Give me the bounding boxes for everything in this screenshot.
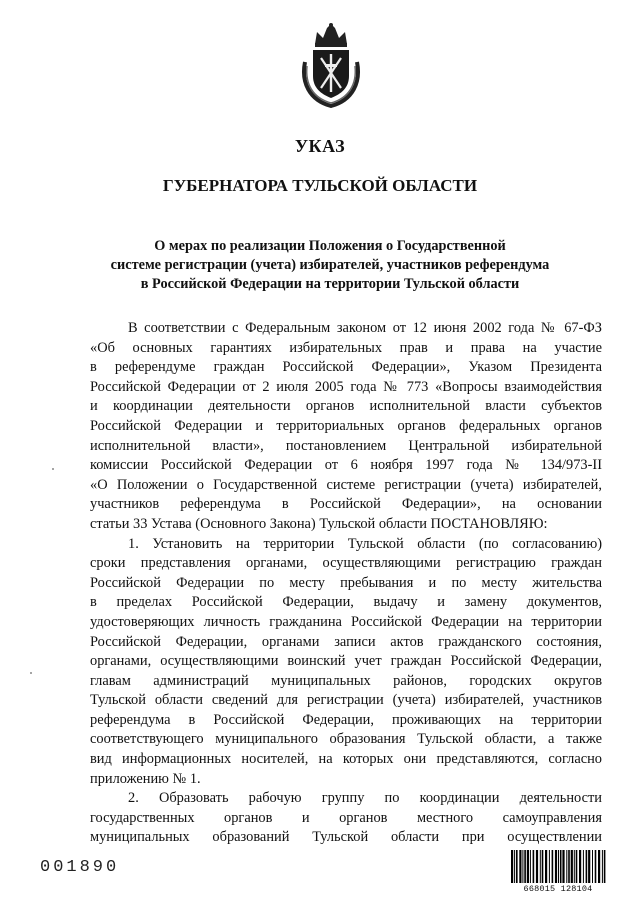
body-line: Российской Федерации по месту пребывания и по месту жительства bbox=[90, 574, 602, 591]
barcode-bar bbox=[586, 850, 588, 883]
body-line: комиссии Российской Федерации от 6 ноября 1997 года № 134/973-II bbox=[90, 457, 602, 474]
body-line: соответствующего муниципального образования Тульской области, а также bbox=[90, 731, 602, 748]
body-line: 2. Образовать рабочую группу по координации деятельности bbox=[128, 790, 602, 807]
barcode-bar bbox=[524, 850, 526, 883]
body-line: статьи 33 Устава (Основного Закона) Тульской области ПОСТАНОВЛЯЮ: bbox=[90, 515, 548, 532]
document-type-title: УКАЗ bbox=[294, 136, 346, 156]
subject-line: О мерах по реализации Положения о Государственной bbox=[154, 238, 506, 254]
barcode-bar bbox=[540, 850, 541, 883]
body-line: приложению № 1. bbox=[90, 770, 201, 787]
issuer-title: ГУБЕРНАТОРА ТУЛЬСКОЙ ОБЛАСТИ bbox=[162, 176, 478, 195]
body-line: участников референдума в Российской Федерации», на основании bbox=[90, 496, 602, 513]
subject-line: системе регистрации (учета) избирателей, участников референдума bbox=[110, 257, 550, 273]
barcode-bar bbox=[598, 850, 600, 883]
barcode-bar bbox=[583, 850, 584, 883]
barcode-bar bbox=[549, 850, 550, 883]
body-line: В соответствии с Федеральным законом от 12 июня 2002 года № 67-ФЗ bbox=[128, 320, 602, 336]
barcode-bar bbox=[574, 850, 575, 883]
barcode-bar bbox=[555, 850, 557, 883]
barcode-bar bbox=[595, 850, 597, 883]
body-line: органами, осуществляющими воинский учет граждан Российской Федерации, bbox=[90, 653, 602, 670]
barcode-bar bbox=[588, 850, 590, 883]
scan-speck bbox=[52, 468, 54, 470]
decree-body bbox=[90, 319, 602, 848]
body-line: исполнительной власти», постановлением Центральной избирательной bbox=[90, 437, 602, 454]
body-line: главам администраций муниципальных районов, городских округов bbox=[90, 672, 602, 689]
barcode-bar bbox=[604, 850, 606, 883]
scan-speck bbox=[30, 672, 32, 674]
body-line: Тульской области сведений для регистрации (учета) избирателей, участников bbox=[90, 692, 602, 709]
barcode-bar bbox=[519, 850, 521, 883]
barcode-bar bbox=[527, 850, 529, 883]
body-line: референдума в Российской Федерации, проживающих на территории bbox=[90, 711, 602, 728]
barcode-bar bbox=[552, 850, 554, 883]
barcode-bar bbox=[602, 850, 603, 883]
barcode-bar bbox=[536, 850, 538, 883]
body-line: вид информационных носителей, на которых они представляются, согласно bbox=[90, 751, 602, 768]
tula-coat-of-arms-icon bbox=[297, 22, 365, 108]
barcode-bar bbox=[511, 850, 513, 883]
decree-subject bbox=[60, 237, 600, 294]
body-line: 1. Установить на территории Тульской области (по согласованию) bbox=[128, 535, 602, 552]
barcode-bar bbox=[592, 850, 593, 883]
barcode-bar bbox=[542, 850, 544, 883]
body-line: муниципальных образований Тульской области при осуществлении bbox=[90, 829, 602, 846]
barcode-bar bbox=[545, 850, 547, 883]
barcode-icon bbox=[510, 850, 606, 884]
body-line: Российской Федерации, органами записи актов гражданского состояния, bbox=[90, 633, 602, 650]
body-line: Российской Федерации и территориальных органов федеральных органов bbox=[90, 417, 602, 434]
body-line: в пределах Российской Федерации, выдачу и замену документов, bbox=[90, 594, 602, 611]
barcode-bar bbox=[562, 850, 564, 883]
body-line: сроки представления органами, осуществляющими регистрацию граждан bbox=[90, 555, 602, 572]
barcode-bar bbox=[560, 850, 562, 883]
barcode bbox=[510, 850, 606, 896]
body-line: «О Положении о Государственной системе регистрации (учета) избирателей, bbox=[90, 476, 602, 493]
barcode-bar bbox=[533, 850, 535, 883]
barcode-bar bbox=[558, 850, 559, 883]
barcode-number: 668015 128104 bbox=[523, 884, 593, 894]
barcode-bar bbox=[522, 850, 523, 883]
body-line: и координации деятельности органов исполнительной власти субъектов bbox=[90, 398, 602, 415]
barcode-bar bbox=[516, 850, 518, 883]
barcode-bar bbox=[579, 850, 581, 883]
serial-number: 001890 bbox=[40, 858, 120, 877]
barcode-bar bbox=[568, 850, 570, 883]
subject-line: в Российской Федерации на территории Тульской области bbox=[140, 276, 520, 292]
barcode-bar bbox=[530, 850, 531, 883]
body-line: государственных органов и органов местного самоуправления bbox=[90, 809, 602, 826]
barcode-bar bbox=[571, 850, 573, 883]
body-line: «Об основных гарантиях избирательных прав и права на участие bbox=[90, 339, 602, 356]
barcode-bar bbox=[576, 850, 578, 883]
body-line: Российской Федерации от 2 июля 2005 года № 773 «Вопросы взаимодействия bbox=[90, 378, 602, 395]
barcode-bar bbox=[566, 850, 567, 883]
barcode-bar bbox=[514, 850, 515, 883]
body-line: удостоверяющих личность гражданина Российской Федерации на территории bbox=[90, 613, 602, 630]
body-line: в референдуме граждан Российской Федерации», Указом Президента bbox=[90, 359, 602, 376]
